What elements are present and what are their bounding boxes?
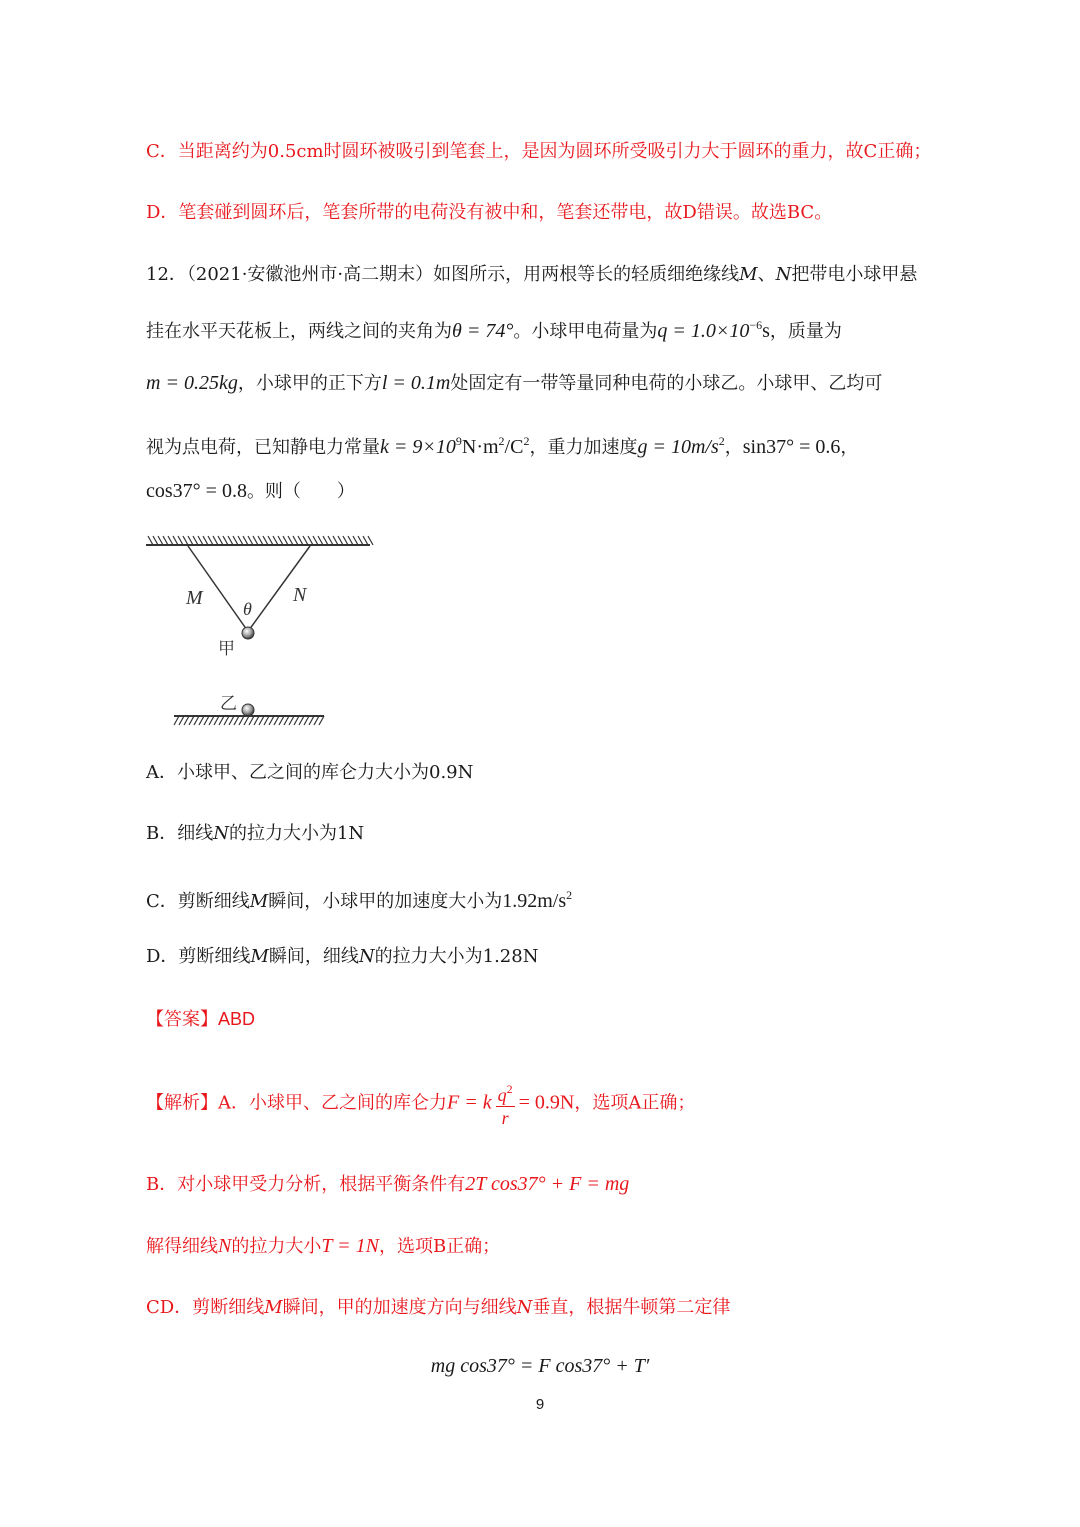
question-line-5: cos37° = 0.8。则（ ） (146, 480, 355, 502)
coulomb-constant-formula: k = 9×10 (380, 436, 456, 458)
solution-option-c: C．当距离约为0.5cm时圆环被吸引到笔套上，是因为圆环所受吸引力大于圆环的重力，故C正确； (146, 141, 932, 162)
option-b: B．细线N的拉力大小为1N (146, 823, 365, 844)
question-source: （2021·安徽池州市·高二期末） (186, 264, 434, 285)
question-line-3: m = 0.25kg，小球甲的正下方l = 0.1m处固定有一带等量同种电荷的小球乙。小球甲、乙均可 (146, 372, 883, 394)
theta-formula: θ = 74° (452, 320, 514, 342)
question-line-2: 挂在水平天花板上，两线之间的夹角为θ = 74°。小球甲电荷量为$q = 1.0\times 10^{-6}s$，质量为 (146, 318, 842, 342)
floor (174, 716, 324, 725)
analysis-b: B．对小球甲受力分析，根据平衡条件有2T cos37° + F = mg (146, 1173, 630, 1195)
label-m: M (186, 587, 203, 609)
option-a: A．小球甲、乙之间的库仑力大小为0.9N (146, 762, 474, 783)
ball-yi (242, 704, 254, 716)
equilibrium-formula: 2T cos37° + F = mg (465, 1173, 630, 1195)
label-theta: θ (243, 599, 252, 619)
gravity-formula: g = 10m/s (637, 436, 719, 458)
label-yi: 乙 (220, 694, 237, 714)
answer-value: ABD (218, 1009, 256, 1029)
answer-line (146, 1007, 255, 1032)
solution-option-d: D．笔套碰到圆环后，笔套所带的电荷没有被中和，笔套还带电，故D错误。故选BC。 (146, 202, 833, 223)
distance-formula: l = 0.1m (381, 372, 451, 394)
cos-formula: cos37° = 0.8 (146, 480, 247, 502)
page-number: 9 (535, 1396, 545, 1413)
analysis-a: 【解析】A．小球甲、乙之间的库仑力F = k $\frac{q^2}{r}$ = 0.9N，选项A正确； (146, 1078, 695, 1129)
question-line-1: 12．（2021·安徽池州市·高二期末）如图所示，用两根等长的轻质细绝缘线M、N把带电小球甲悬 (146, 264, 918, 285)
coulomb-fraction: $\frac{q^2}{r}$ (496, 1078, 515, 1129)
option-d: D．剪断细线M瞬间，细线N的拉力大小为1.28N (146, 946, 539, 967)
option-c: C．剪断细线M瞬间，小球甲的加速度大小为$1.92m/s^2$ (146, 888, 573, 912)
sin-formula: sin37° = 0.6 (742, 436, 841, 458)
newton-formula: mg cos37° = F cos37° + T′ (430, 1355, 650, 1377)
question-number: 12． (146, 264, 187, 285)
mass-formula: m = 0.25kg (146, 372, 238, 394)
pendulum-figure (144, 534, 374, 729)
analysis-cd: CD．剪断细线M瞬间，甲的加速度方向与细线N垂直，根据牛顿第二定律 (146, 1297, 731, 1318)
question-line-4: 视为点电荷，已知静电力常量$k = 9\times 10^9N\cdot m^2/C^2$，重力加速度$g = 10m/s^2$，sin37° = 0.6， (146, 434, 859, 458)
analysis-b2: 解得细线N的拉力大小T = 1N，选项B正确； (146, 1235, 501, 1257)
ceiling (146, 536, 373, 545)
charge-formula: q = 1.0×10 (657, 320, 750, 342)
ball-jia (242, 627, 254, 639)
label-jia: 甲 (218, 639, 235, 659)
label-n: N (293, 584, 307, 606)
analysis-label: 【解析】 (146, 1092, 218, 1114)
answer-label: 【答案】 (146, 1009, 218, 1030)
